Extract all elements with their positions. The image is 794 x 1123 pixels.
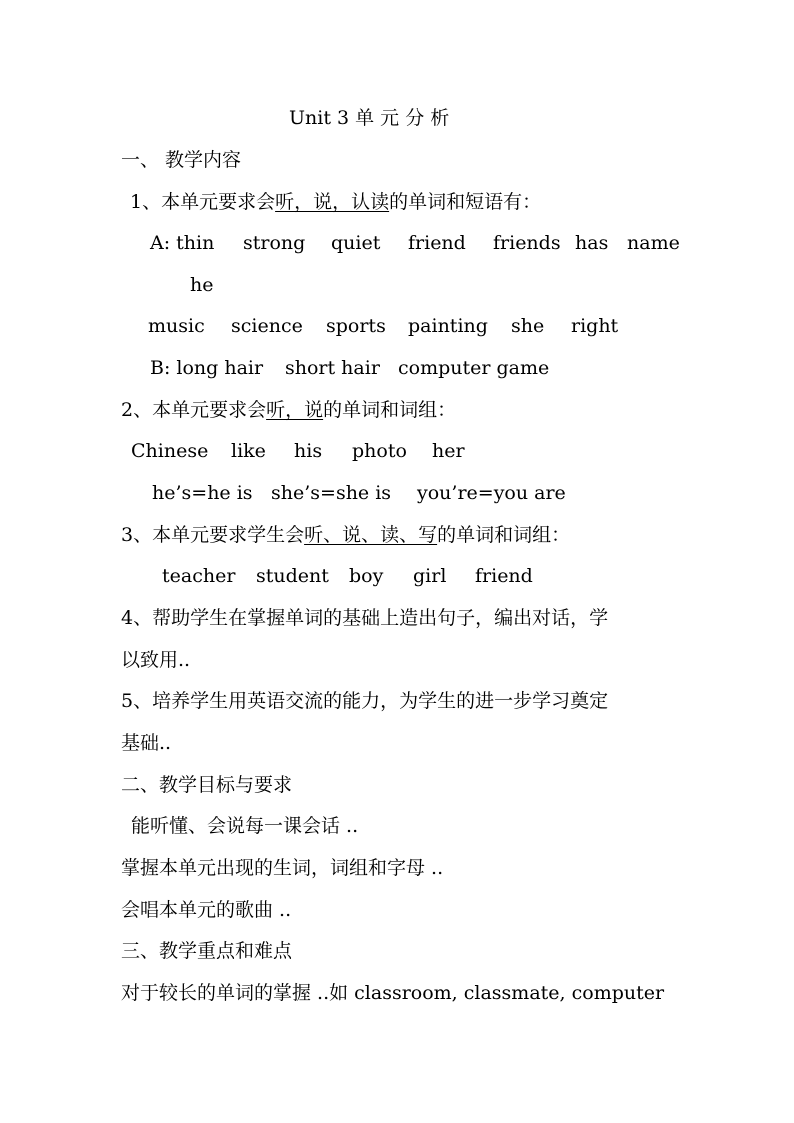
- item-3-text: [121, 523, 570, 547]
- item-1-suffix: 的单词和短语有：: [389, 191, 542, 213]
- word: girl: [413, 565, 447, 587]
- word: he: [190, 274, 214, 296]
- word: photo: [352, 440, 407, 462]
- word: name: [627, 232, 680, 254]
- word: like: [231, 440, 266, 462]
- item-2-emphasis: 听，说: [266, 399, 324, 421]
- document-title: Unit 3 单 元 分 析: [289, 107, 450, 129]
- word: she: [511, 315, 545, 337]
- item-2-prefix: 2、本单元要求会: [121, 399, 267, 421]
- word: you’re=you are: [417, 482, 566, 504]
- item-1-emphasis: 听，说，认读: [275, 191, 390, 213]
- word: his: [294, 440, 323, 462]
- word: right: [571, 315, 619, 337]
- item-4-line-2: 以致用..: [121, 649, 191, 671]
- section-1-heading: 一、 教学内容: [121, 149, 242, 171]
- word: short hair: [285, 357, 380, 379]
- word: strong: [243, 232, 306, 254]
- word: computer game: [398, 357, 550, 379]
- item-5-line-1: 5、培养学生用英语交流的能力，为学生的进一步学习奠定: [121, 690, 609, 712]
- item-1-text: [130, 190, 541, 214]
- word: friend: [408, 232, 466, 254]
- word: friends: [493, 232, 561, 254]
- section-3-heading: 三、教学重点和难点: [121, 940, 293, 962]
- word: music: [148, 315, 205, 337]
- word: Chinese: [131, 440, 209, 462]
- word: student: [256, 565, 329, 587]
- word: friend: [475, 565, 533, 587]
- word: her: [432, 440, 465, 462]
- item-3-suffix: 的单词和词组：: [437, 524, 571, 546]
- item-2-text: [121, 398, 456, 422]
- section-3-line: 对于较长的单词的掌握 ..如 classroom, classmate, computer: [121, 982, 665, 1004]
- word: science: [231, 315, 303, 337]
- section-2-line: 会唱本单元的歌曲 ..: [121, 899, 292, 921]
- word: has: [575, 232, 609, 254]
- word: sports: [326, 315, 386, 337]
- word: quiet: [331, 232, 381, 254]
- word: boy: [349, 565, 384, 587]
- item-2-suffix: 的单词和词组：: [323, 399, 457, 421]
- section-2-line: 掌握本单元出现的生词，词组和字母 ..: [121, 857, 444, 879]
- word: A: thin: [150, 232, 215, 254]
- word: B: long hair: [150, 357, 264, 379]
- word: she’s=she is: [271, 482, 392, 504]
- word: he’s=he is: [152, 482, 253, 504]
- section-2-line: 能听懂、会说每一课会话 ..: [131, 815, 359, 837]
- item-3-prefix: 3、本单元要求学生会: [121, 524, 305, 546]
- section-2-heading: 二、教学目标与要求: [121, 774, 293, 796]
- item-1-prefix: 1、本单元要求会: [130, 191, 276, 213]
- word: teacher: [162, 565, 236, 587]
- item-5-line-2: 基础..: [121, 732, 172, 754]
- item-3-emphasis: 听、说、读、写: [304, 524, 438, 546]
- item-4-line-1: 4、帮助学生在掌握单词的基础上造出句子，编出对话，学: [121, 607, 609, 629]
- word: painting: [408, 315, 488, 337]
